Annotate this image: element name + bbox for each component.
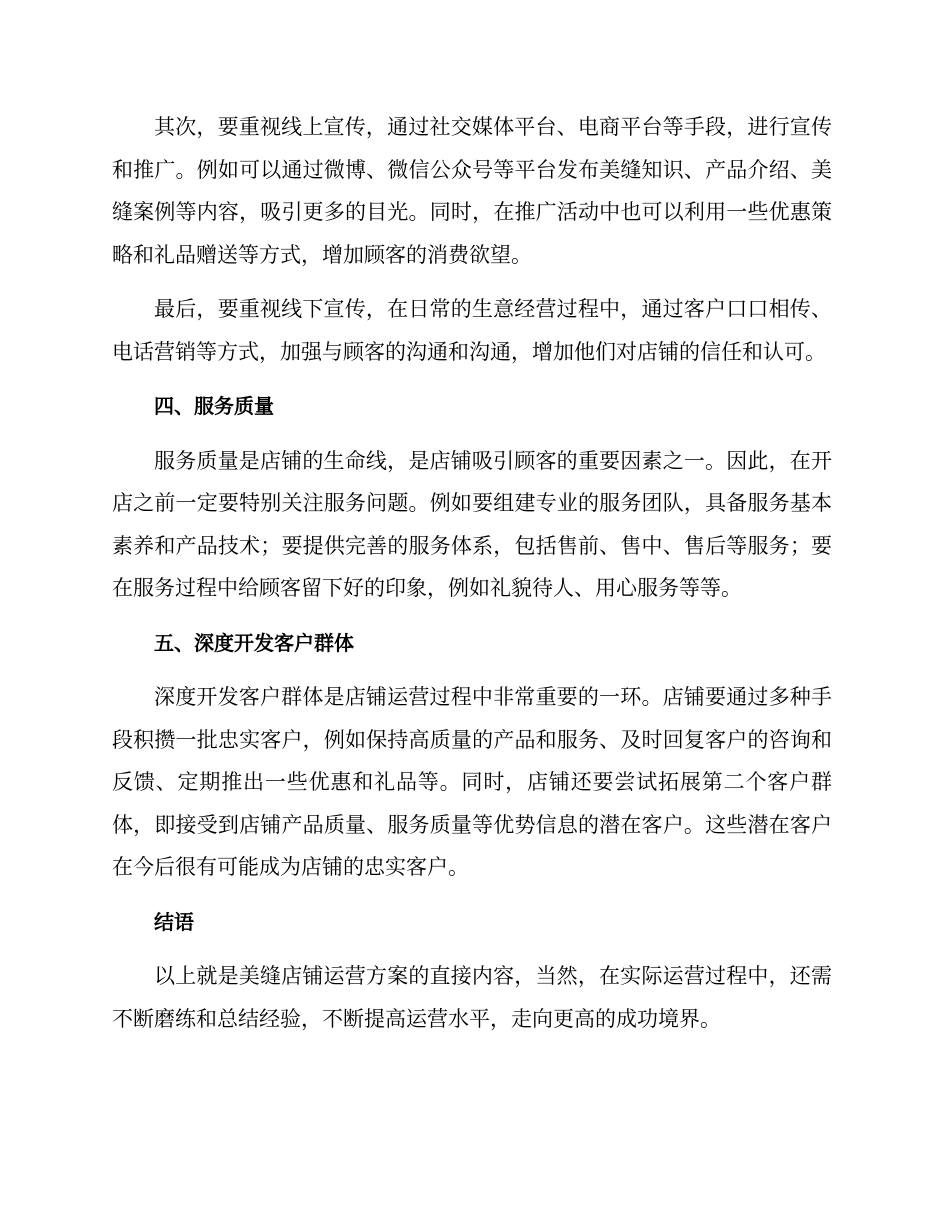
- paragraph-gap: [112, 943, 832, 955]
- paragraph-gap: [112, 610, 832, 622]
- paragraph-gap: [112, 373, 832, 385]
- paragraph-customer-development: 深度开发客户群体是店铺运营过程中非常重要的一环。店铺要通过多种手段积攒一批忠实客户，例如保持高质量的产品和服务、及时回复客户的咨询和反馈、定期推出一些优惠和礼品等。同时，店铺还要尝试拓展第二个客户群体，即接受到店铺产品质量、服务质量等优势信息的潜在客户。这些潜在客户在今后很有可能成为店铺的忠实客户。: [112, 685, 832, 879]
- section-heading-customer-development: 五、深度开发客户群体: [154, 630, 354, 655]
- paragraph-gap: [112, 428, 832, 440]
- paragraph-gap: [112, 889, 832, 901]
- paragraph-service-quality: 服务质量是店铺的生命线，是店铺吸引顾客的重要因素之一。因此，在开店之前一定要特别关注服务问题。例如要组建专业的服务团队，具备服务基本素养和产品技术；要提供完善的服务体系，包括售前、售中、售后等服务；要在服务过程中给顾客留下好的印象，例如礼貌待人、用心服务等等。: [112, 448, 832, 600]
- paragraph-online-promotion: 其次，要重视线上宣传，通过社交媒体平台、电商平台等手段，进行宣传和推广。例如可以通过微博、微信公众号等平台发布美缝知识、产品介绍、美缝案例等内容，吸引更多的目光。同时，在推广活动中也可以利用一些优惠策略和礼品赠送等方式，增加顾客的消费欲望。: [112, 115, 832, 267]
- section-heading-conclusion: 结语: [154, 909, 194, 934]
- paragraph-gap: [112, 276, 832, 288]
- document-page: [112, 106, 832, 1040]
- paragraph-gap: [112, 664, 832, 676]
- paragraph-offline-promotion: 最后，要重视线下宣传，在日常的生意经营过程中，通过客户口口相传、电话营销等方式，加强与顾客的沟通和沟通，增加他们对店铺的信任和认可。: [112, 297, 832, 364]
- paragraph-conclusion: 以上就是美缝店铺运营方案的直接内容，当然，在实际运营过程中，还需不断磨练和总结经验，不断提高运营水平，走向更高的成功境界。: [112, 964, 832, 1031]
- section-heading-service-quality: 四、服务质量: [154, 394, 274, 418]
